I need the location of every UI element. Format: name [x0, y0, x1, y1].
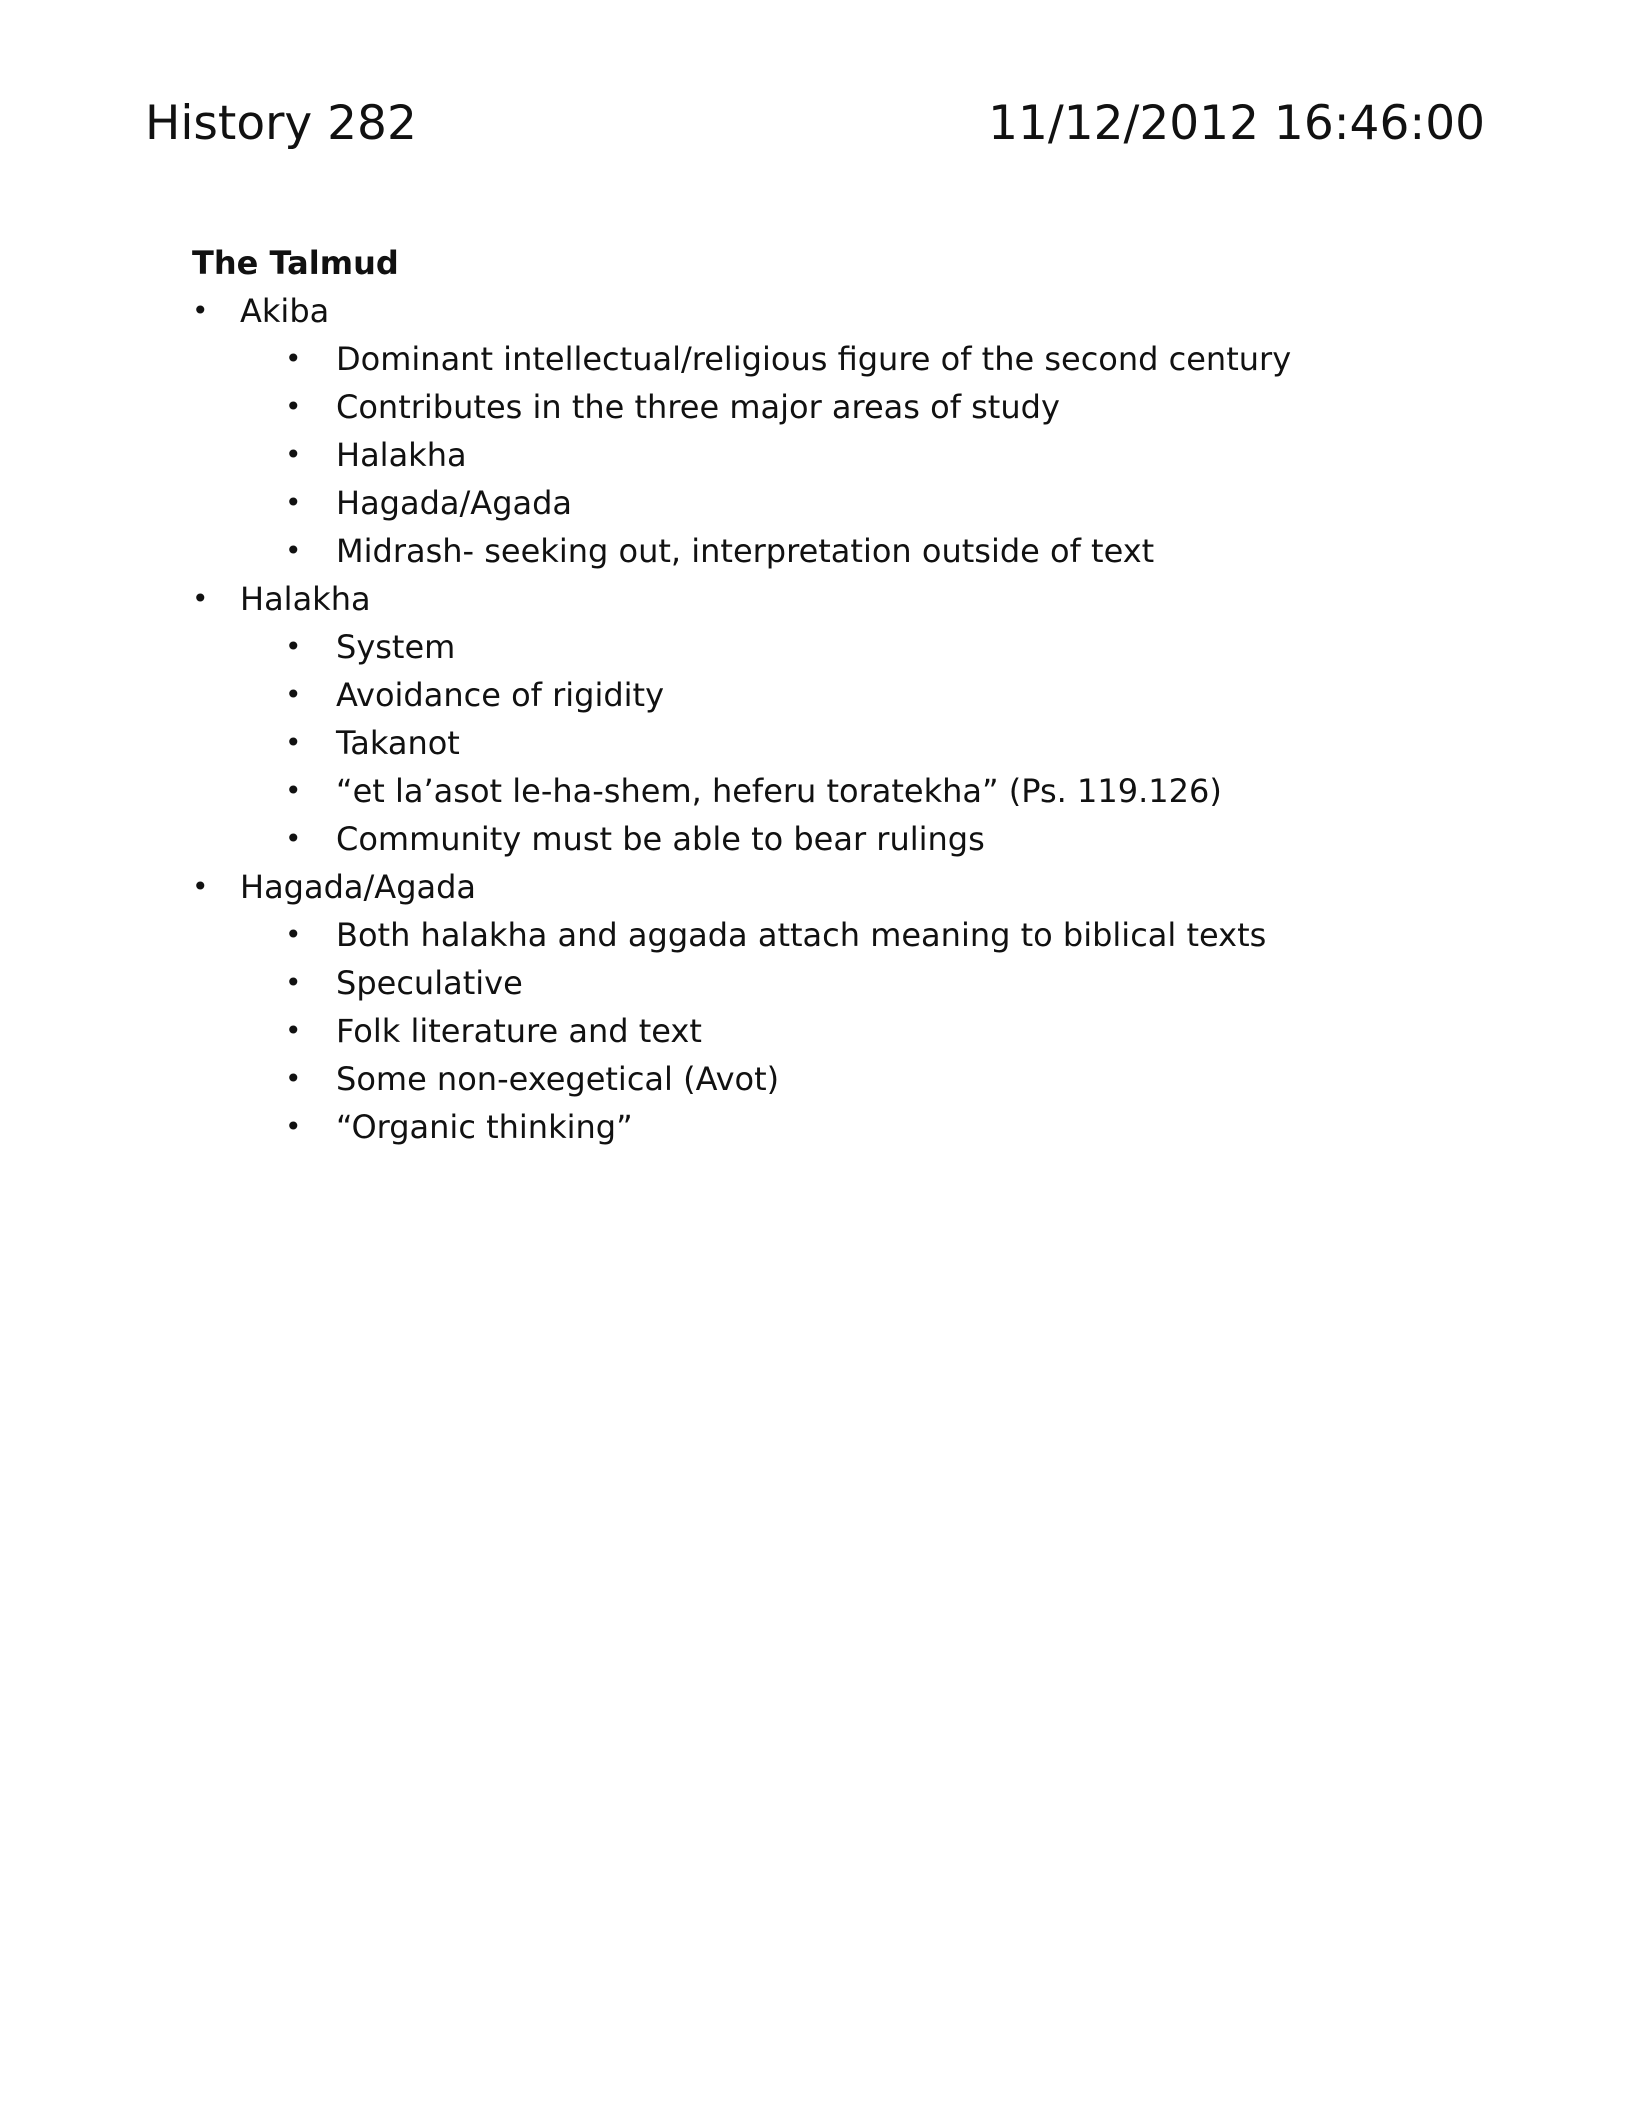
outline-subitem-label: Speculative [336, 964, 523, 1002]
note-datetime: 11/12/2012 16:46:00 [988, 96, 1485, 151]
bullet-icon: • [285, 438, 302, 471]
outline-subitem [192, 527, 1492, 575]
notes-body [192, 239, 1492, 1151]
bullet-icon: • [285, 918, 302, 951]
outline-subitem-label: Avoidance of rigidity [336, 676, 665, 714]
course-title: History 282 [145, 96, 417, 151]
outline-subitem [192, 911, 1492, 959]
outline-subitem [192, 1103, 1492, 1151]
section-heading: The Talmud [192, 244, 399, 282]
outline-subitem-label: Dominant intellectual/religious figure of the second century [336, 340, 1292, 378]
outline-subitem [192, 431, 1492, 479]
outline-subitem [192, 479, 1492, 527]
outline-subitem [192, 719, 1492, 767]
bullet-icon: • [285, 966, 302, 999]
outline-subitem-label: “et la’asot le-ha-shem, heferu toratekha” (Ps. 119.126) [336, 772, 1222, 810]
bullet-icon: • [285, 1062, 302, 1095]
bullet-outline [192, 287, 1492, 1151]
bullet-icon: • [192, 582, 209, 615]
bullet-icon: • [285, 774, 302, 807]
page-header [145, 92, 1485, 156]
outline-subitem-label: Folk literature and text [336, 1012, 702, 1050]
bullet-icon: • [285, 726, 302, 759]
bullet-icon: • [192, 294, 209, 327]
outline-subitem [192, 335, 1492, 383]
outline-subitem [192, 671, 1492, 719]
outline-subitem [192, 623, 1492, 671]
outline-subitem [192, 959, 1492, 1007]
bullet-icon: • [285, 1014, 302, 1047]
outline-subitem [192, 1055, 1492, 1103]
bullet-icon: • [285, 822, 302, 855]
bullet-icon: • [285, 630, 302, 663]
outline-item-label: Hagada/Agada [240, 868, 477, 906]
outline-subitem-label: System [336, 628, 456, 666]
outline-subitem [192, 383, 1492, 431]
bullet-icon: • [285, 1110, 302, 1143]
outline-subitem-label: Both halakha and aggada attach meaning to biblical texts [336, 916, 1267, 954]
outline-subitem [192, 767, 1492, 815]
outline-item [192, 287, 1492, 335]
outline-subitem-label: Community must be able to bear rulings [336, 820, 985, 858]
outline-subitem [192, 815, 1492, 863]
outline-subitem-label: Some non-exegetical (Avot) [336, 1060, 780, 1098]
bullet-icon: • [285, 342, 302, 375]
outline-subitem-label: “Organic thinking” [336, 1108, 633, 1146]
bullet-icon: • [285, 486, 302, 519]
bullet-icon: • [285, 678, 302, 711]
bullet-icon: • [192, 870, 209, 903]
outline-item [192, 575, 1492, 623]
bullet-icon: • [285, 534, 302, 567]
outline-subitem-label: Halakha [336, 436, 467, 474]
outline-subitem [192, 1007, 1492, 1055]
outline-item-label: Halakha [240, 580, 371, 618]
bullet-icon: • [285, 390, 302, 423]
outline-subitem-label: Midrash- seeking out, interpretation outside of text [336, 532, 1155, 570]
outline-item-label: Akiba [240, 292, 330, 330]
outline-item [192, 863, 1492, 911]
outline-subitem-label: Contributes in the three major areas of study [336, 388, 1060, 426]
outline-subitem-label: Takanot [336, 724, 460, 762]
outline-subitem-label: Hagada/Agada [336, 484, 573, 522]
